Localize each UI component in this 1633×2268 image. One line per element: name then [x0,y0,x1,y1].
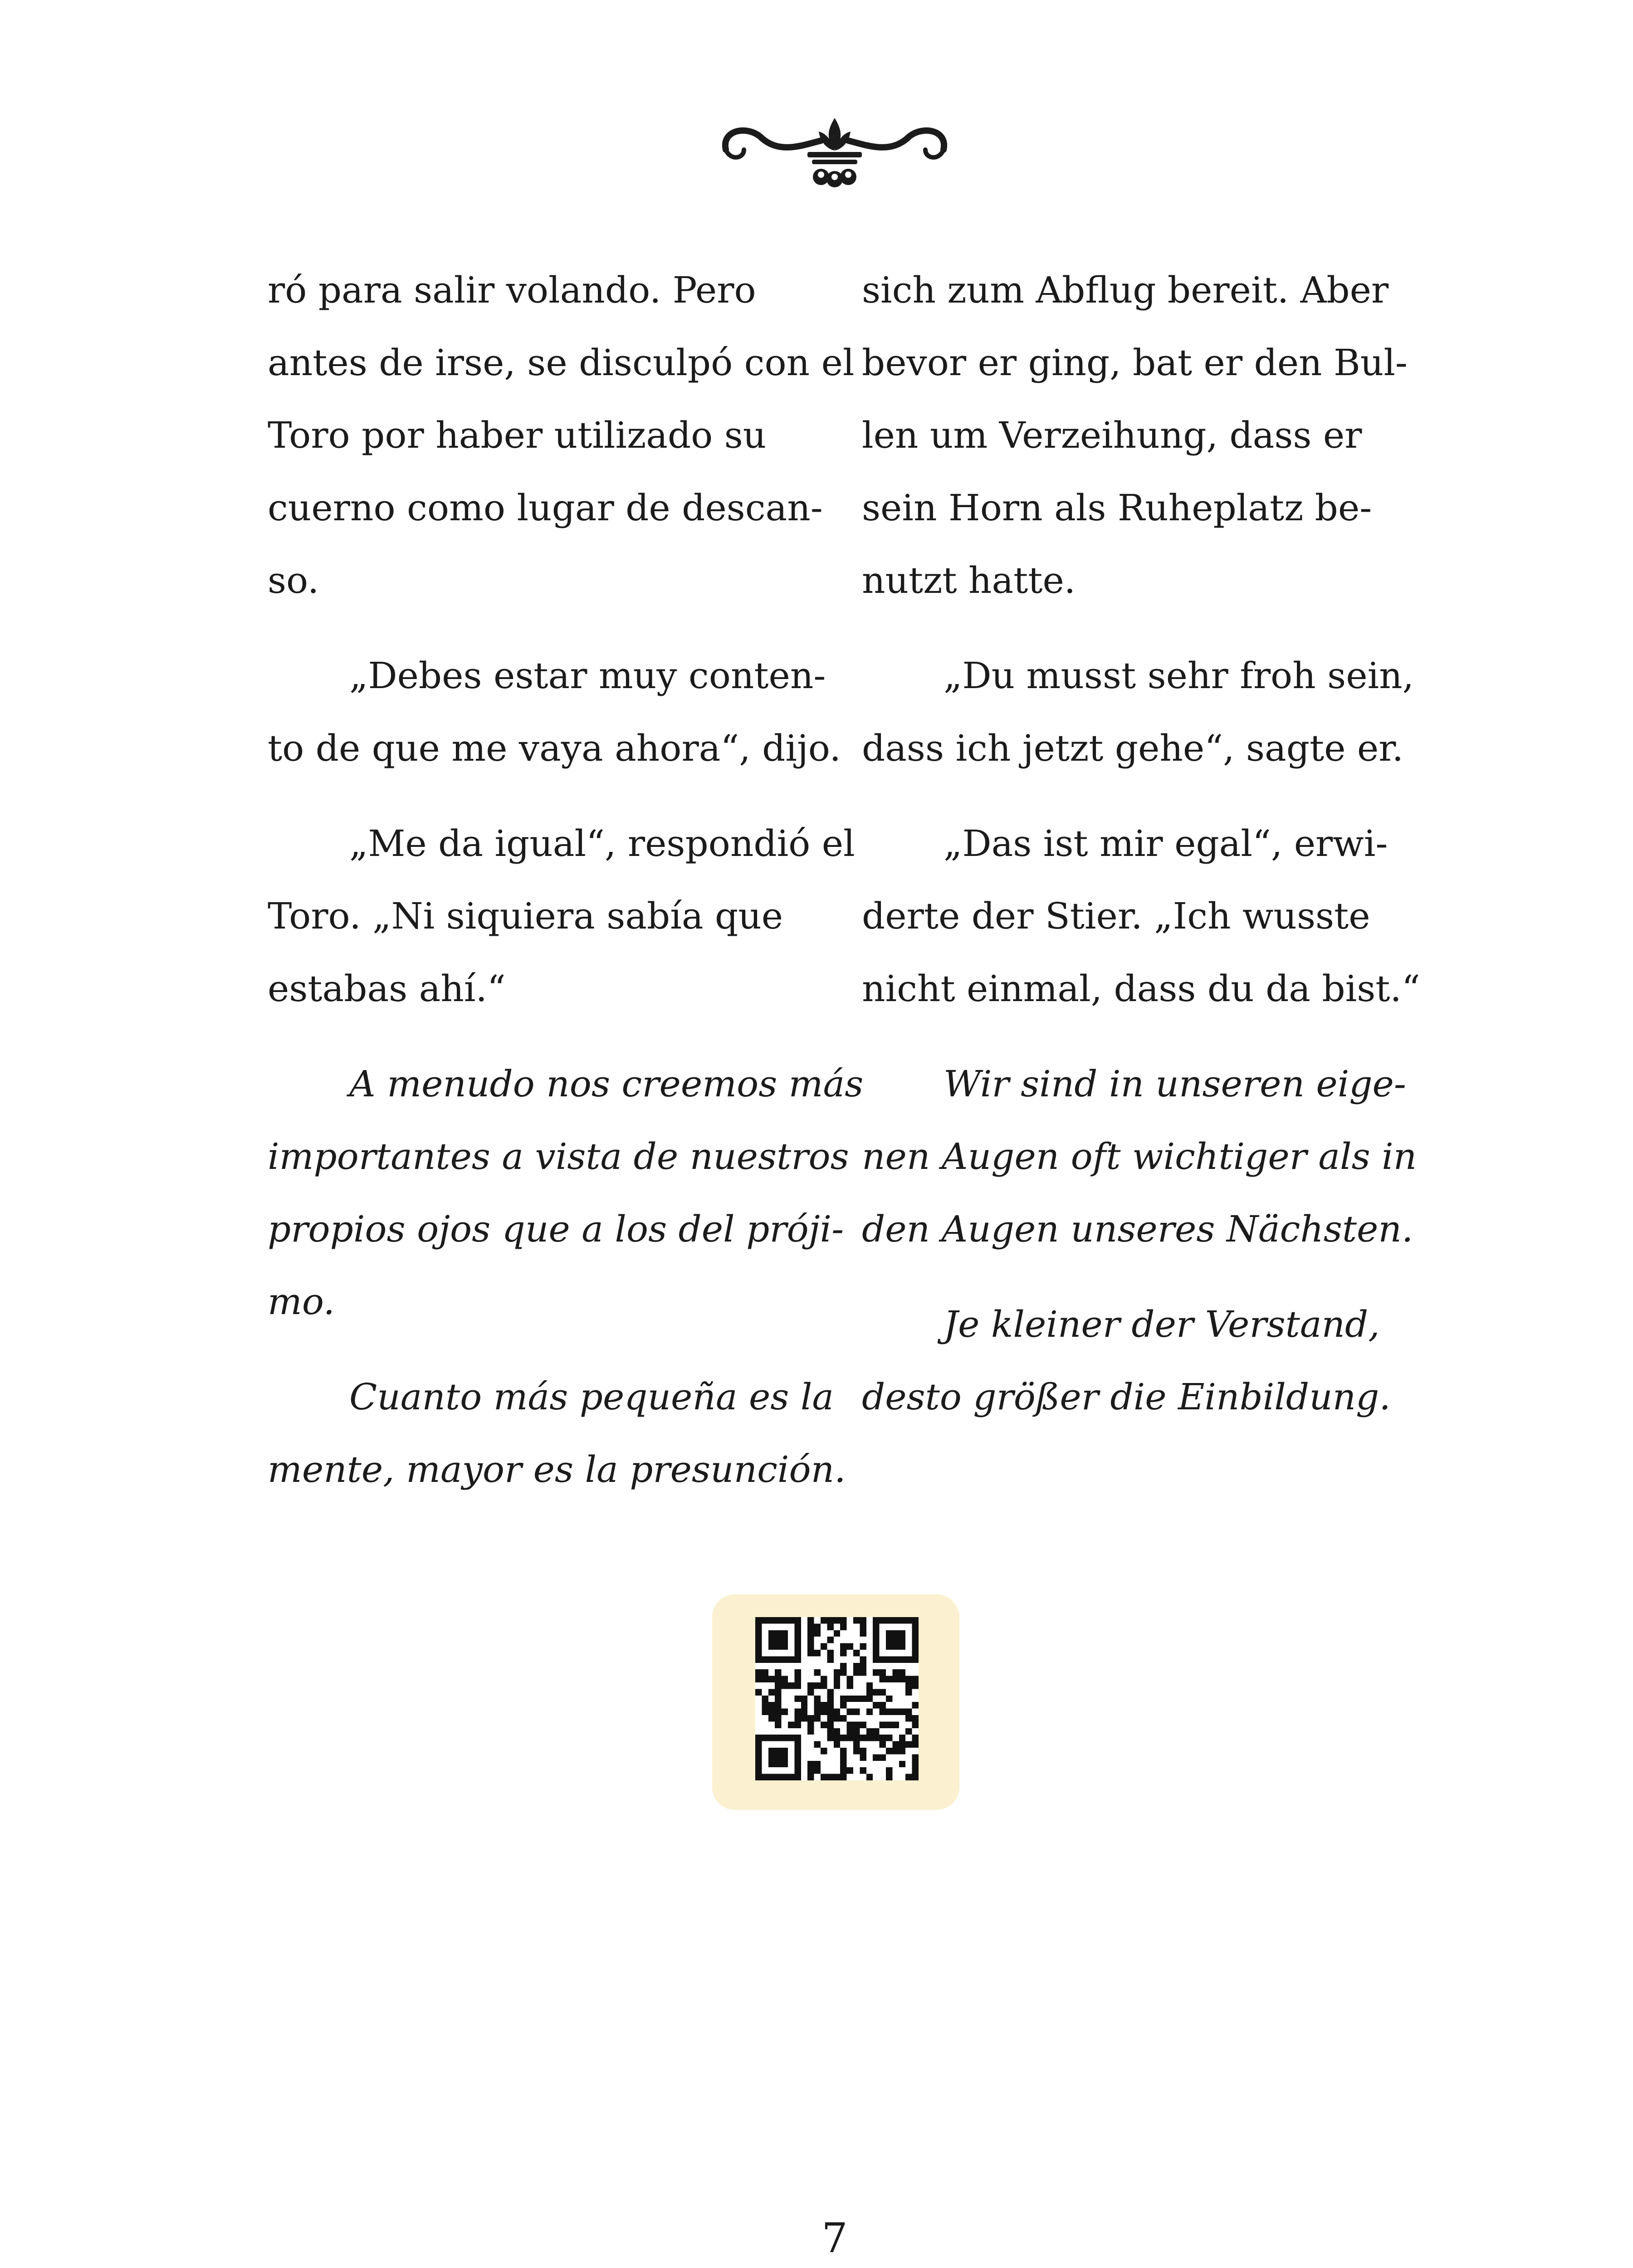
text-line: „Das ist mir egal“, erwi- [944,822,1388,865]
german-column [862,254,1420,1456]
text-line: Wir sind in unseren eige- [944,1063,1406,1105]
text-line: nen Augen oft wichtiger als in [862,1135,1417,1178]
spanish-paragraph-1 [268,254,855,617]
text-line: „Du musst sehr froh sein, [944,655,1414,697]
spanish-paragraph-2 [268,640,841,785]
text-line: dass ich jetzt gehe“, sagte er. [862,727,1404,769]
text-line: nutzt hatte. [862,559,1076,601]
spanish-paragraph-3 [268,807,855,1025]
text-line: „Debes estar muy conten- [349,655,826,697]
text-line: Je kleiner der Verstand, [944,1303,1380,1345]
german-paragraph-2 [862,640,1414,785]
text-line: bevor er ging, bat er den Bul- [862,342,1408,384]
text-line: desto größer die Einbildung. [862,1376,1391,1418]
text-line: Toro por haber utilizado su [268,414,767,456]
qr-code-panel [712,1594,959,1810]
text-line: mo. [268,1281,335,1323]
text-line: len um Verzeihung, dass er [862,414,1362,456]
text-line: cuerno como lugar de descan- [268,487,823,529]
text-line: sich zum Abflug bereit. Aber [862,269,1389,311]
spanish-moral-2 [268,1361,846,1506]
text-line: sein Horn als Ruheplatz be- [862,487,1372,529]
text-line: derte der Stier. „Ich wusste [862,895,1370,937]
spanish-moral-1 [268,1048,864,1338]
qr-code-icon [755,1617,919,1780]
bottom-floral-ornament-icon [753,2263,925,2268]
text-line: to de que me vaya ahora“, dijo. [268,727,841,769]
text-line: nicht einmal, dass du da bist.“ [862,968,1420,1010]
text-line: A menudo nos creemos más [349,1063,864,1105]
spanish-column [268,254,864,1529]
text-line: so. [268,559,319,601]
text-line: „Me da igual“, respondió el [349,822,855,865]
german-paragraph-3 [862,807,1420,1025]
text-line: mente, mayor es la presunción. [268,1448,846,1491]
text-line: Cuanto más pequeña es la [349,1376,834,1418]
text-line: propios ojos que a los del próji- [268,1208,844,1250]
text-line: ró para salir volando. Pero [268,269,756,311]
text-line: estabas ahí.“ [268,968,506,1010]
german-paragraph-1 [862,254,1408,617]
german-moral-1 [862,1048,1417,1266]
text-line: antes de irse, se disculpó con el [268,342,855,384]
text-line: Toro. „Ni siquiera sabía que [268,895,783,937]
text-line: importantes a vista de nuestros [268,1135,849,1178]
german-moral-2 [862,1288,1397,1433]
text-line: den Augen unseres Nächsten. [862,1208,1413,1250]
top-flourish-icon [708,109,962,191]
page-number: 7 [821,2214,848,2262]
